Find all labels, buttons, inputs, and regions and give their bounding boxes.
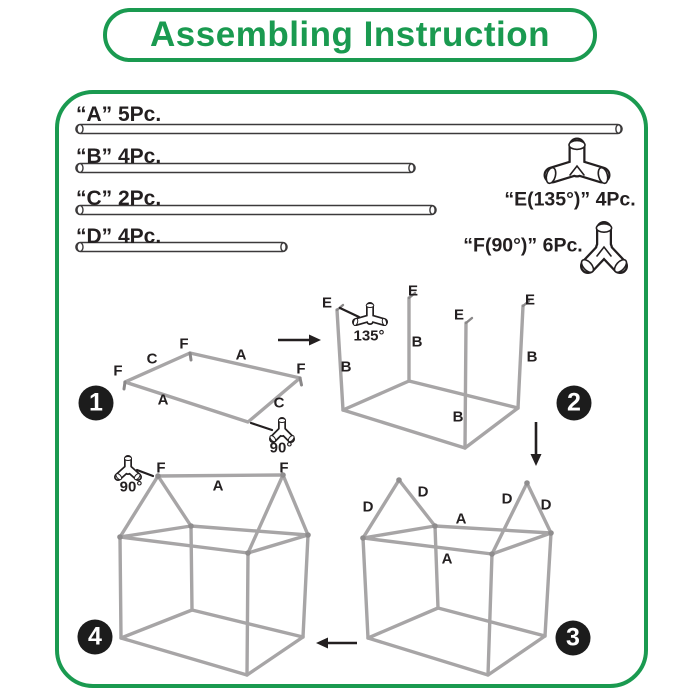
frame-label: C [273,394,285,412]
angle-note-135: 135° [353,327,385,345]
step3-frame [360,477,554,675]
three-way-connector-135-icon [545,141,610,185]
mini-90-connector-icon [115,457,141,481]
frame-label: B [452,408,464,426]
left-arrow-icon [316,638,357,649]
step-3-badge: 3 [556,621,591,656]
frame-label: B [340,358,352,376]
frame-label: F [156,459,166,477]
frame-label: F [179,335,189,353]
part-b-label: “B” 4Pc. [76,145,162,168]
mini-135-connector-icon [353,304,388,327]
frame-label: A [441,550,453,568]
frame-label: E [407,282,419,300]
angle-note-90: 90° [119,478,143,496]
connector-f-label: “F(90°)” 6Pc. [463,234,583,257]
frame-label: D [417,483,429,501]
frame-label: A [157,391,169,409]
step-2-badge: 2 [557,386,592,421]
frame-label: B [411,333,423,351]
step-4-badge: 4 [78,620,113,655]
frame-label: E [321,294,333,312]
frame-label: D [362,498,374,516]
frame-label: A [235,346,247,364]
frame-label: C [146,350,158,368]
frame-label: B [526,348,538,366]
part-d-label: “D” 4Pc. [76,225,162,248]
frame-label: A [455,510,467,528]
connector-e-label: “E(135°)” 4Pc. [504,188,636,211]
part-a-label: “A” 5Pc. [76,103,162,126]
frame-label: F [113,362,123,380]
frame-label: D [501,490,513,508]
part-c-label: “C” 2Pc. [76,187,162,210]
right-arrow-icon [278,335,321,346]
frame-label: D [540,496,552,514]
frame-label: A [212,477,224,495]
frame-label: F [296,360,306,378]
step-1-badge: 1 [79,386,114,421]
angle-note-90: 90° [269,439,293,457]
frame-label: F [279,459,289,477]
page-title: Assembling Instruction [150,15,550,54]
frame-label: E [453,306,465,324]
frame-label: E [524,291,536,309]
step2-frame [337,293,529,448]
three-way-connector-90-icon [579,224,628,275]
down-arrow-icon [531,422,542,466]
